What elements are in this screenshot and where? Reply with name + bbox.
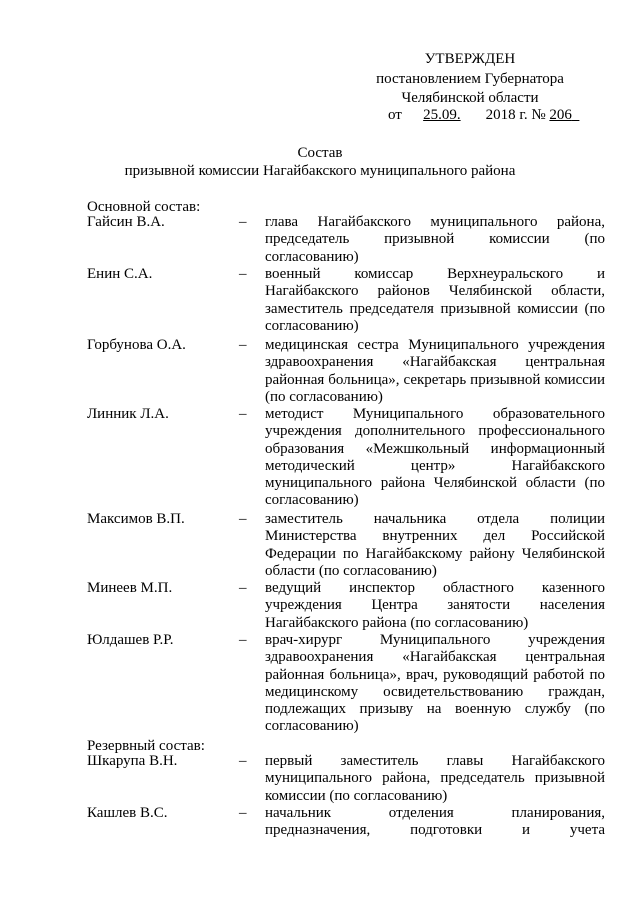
member-name: Гайсин В.А. [87,214,165,230]
dash: – [239,266,247,282]
member-name: Горбунова О.А. [87,337,186,353]
member-name: Линник Л.А. [87,406,169,422]
reserve-section-label: Резервный состав: [87,738,205,754]
member-description: военный комиссар Верхнеуральского и Нагайбакского районов Челябинской области, заместитель председателя призывной комиссии (по согласованию) [265,266,605,334]
approval-line-2: Челябинской области [401,90,539,106]
member-name: Минеев М.П. [87,580,173,596]
approval-block [340,50,600,108]
approval-title: УТВЕРЖДЕН [424,51,516,67]
dash: – [239,337,247,353]
member-description: врач-хирург Муниципального учреждения здравоохранения «Нагайбакская центральная районная больница», врач, руководящий работой по медицинскому освидетельствованию граждан, подлежащих призыву на военную службу (по согласованию) [265,632,605,735]
member-name: Максимов В.П. [87,511,185,527]
dash: – [239,406,247,422]
member-description: медицинская сестра Муниципального учреждения здравоохранения «Нагайбакская центральная районная больница», секретарь призывной комиссии (по согласованию) [265,337,605,405]
date-year: 2018 г. № [485,107,546,123]
dash: – [239,632,247,648]
dash: – [239,511,247,527]
member-name: Енин С.А. [87,266,153,282]
reserve-member-name: Кашлев В.С. [87,805,168,821]
dash: – [239,805,247,821]
reserve-member-name: Шкарупа В.Н. [87,753,178,769]
approval-date-line [388,107,579,124]
main-section-label: Основной состав: [87,199,201,215]
dash: – [239,580,247,596]
heading-line-1: Состав [297,145,343,161]
decree-number: 206 [549,107,572,123]
member-description: ведущий инспектор областного казенного учреждения Центра занятости населения Нагайбакского района (по согласованию) [265,580,605,631]
approval-line-1: постановлением Губернатора [376,71,564,87]
dash: – [239,753,247,769]
reserve-member-description: начальник отделения планирования, предназначения, подготовки и учета [265,805,605,839]
member-name: Юлдашев Р.Р. [87,632,174,648]
reserve-member-description: первый заместитель главы Нагайбакского муниципального района, председатель призывной комиссии (по согласованию) [265,753,605,804]
date-prefix: от [388,107,402,123]
member-description: методист Муниципального образовательного учреждения дополнительного профессионального образования «Межшкольный информационный методический центр» Нагайбакского муниципального района Челябинской области (по согласованию) [265,406,605,509]
dash: – [239,214,247,230]
date-value: 25.09. [423,107,461,123]
member-description: глава Нагайбакского муниципального района, председатель призывной комиссии (по согласованию) [265,214,605,265]
heading-line-2: призывной комиссии Нагайбакского муниципального района [124,163,516,179]
member-description: заместитель начальника отдела полиции Министерства внутренних дел Российской Федерации по Нагайбакскому району Челябинской области (по согласованию) [265,511,605,579]
